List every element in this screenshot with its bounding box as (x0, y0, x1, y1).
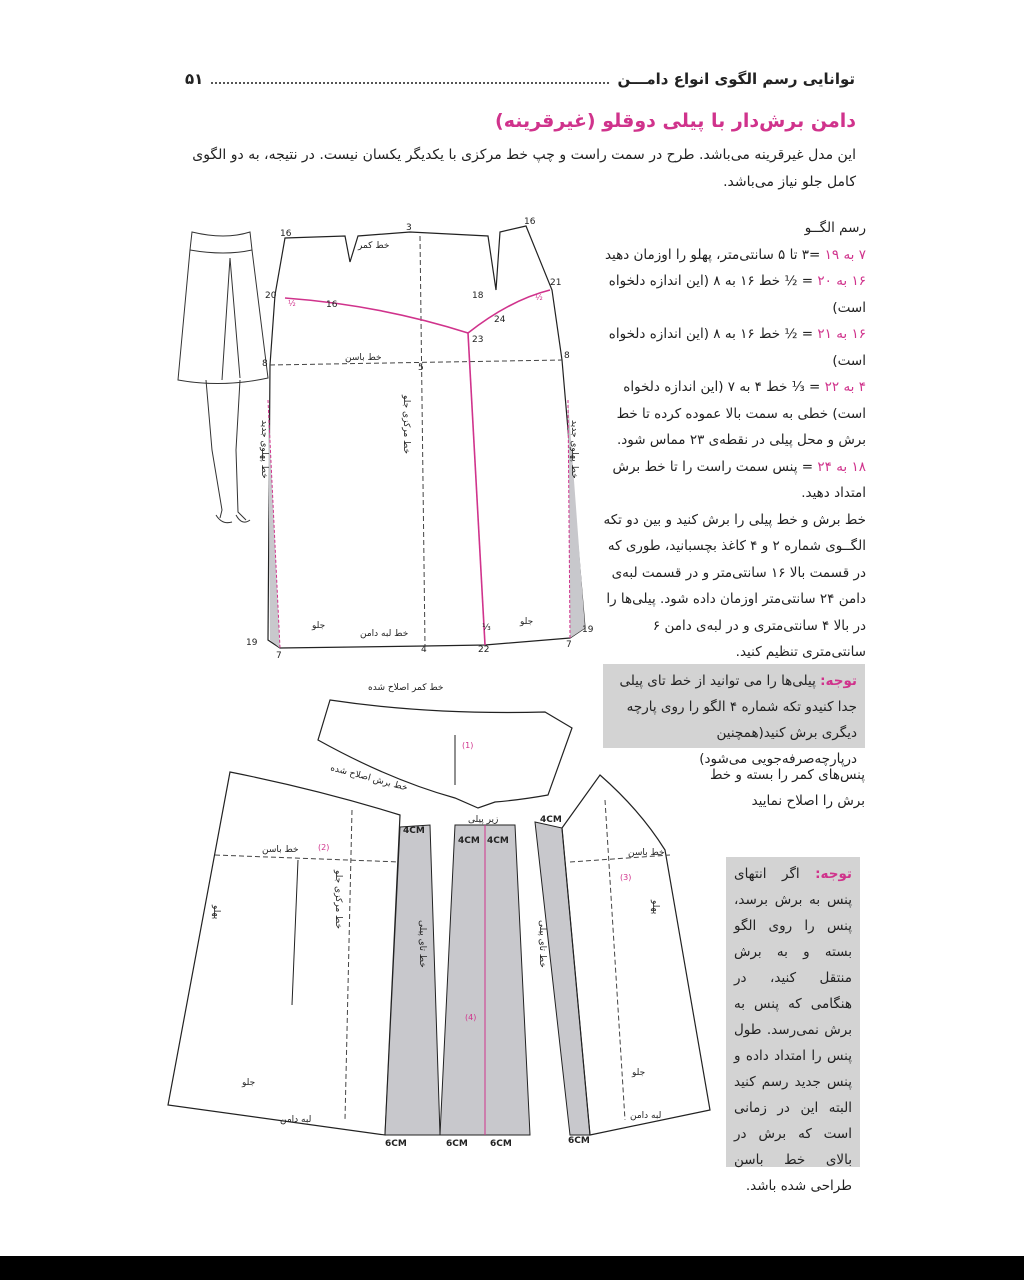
svg-text:خط پهلوی جدید: خط پهلوی جدید (569, 420, 579, 479)
svg-text:5: 5 (418, 363, 424, 373)
svg-text:خط مرکزی جلو: خط مرکزی جلو (333, 870, 343, 930)
svg-text:16: 16 (280, 229, 292, 239)
svg-text:جلو: جلو (632, 1068, 646, 1078)
svg-text:لبه دامن: لبه دامن (280, 1115, 312, 1125)
svg-text:6CM: 6CM (385, 1139, 407, 1149)
svg-text:خط مرکزی جلو: خط مرکزی جلو (401, 395, 411, 455)
step-item: ۱۸ به ۲۴ = پنس سمت راست را تا خط برش امتداد دهید. (612, 458, 866, 501)
front-pattern-draft (246, 217, 594, 661)
intro-paragraph: این مدل غیرقرینه می‌باشد. طرح در سمت راست و چپ خط مرکزی با یکدیگر یکسان نیست. در نتیجه، به دو الگوی کامل جلو نیاز می‌باشد. (192, 147, 856, 190)
svg-text:½: ½ (288, 299, 296, 308)
svg-text:16: 16 (326, 300, 338, 310)
svg-text:16: 16 (524, 217, 536, 227)
svg-text:21: 21 (550, 278, 562, 288)
note-box-darts: توجه: اگر انتهای پنس به برش برسد، پنس را روی الگو بسته و به برش منتقل کنید، در هنگامی که پنس به برش نمی‌رسد. طول پنس را امتداد داده و پنس جدید رسم کنید البته این در زمانی است که برش در بالای خط باسن طراحی شده باشد. (726, 857, 860, 1167)
svg-text:خط کمر اصلاح شده: خط کمر اصلاح شده (368, 683, 444, 693)
svg-text:24: 24 (494, 315, 506, 325)
steps-paragraph: خط برش و خط پیلی را برش کنید و بین دو تکه الگــوی شماره ۲ و ۴ کاغذ بچسبانید، طوری که در قسمت بالا ۱۶ سانتی‌متر و در قسمت لبه‌ی دامن ۲۴ سانتی‌متر اوزمان داده شود. پیلی‌ها را در بالا ۴ سانتی‌متری و در لبه‌ی دامن ۶ سانتی‌متری تنظیم کنید. (603, 511, 866, 660)
svg-text:خط پهلوی جدید: خط پهلوی جدید (259, 420, 269, 479)
steps-heading: رسم الگــو (804, 220, 866, 236)
step-item: ۱۶ به ۲۱ = ½ خط ۱۶ به ۸ (این اندازه دلخواه است) (608, 326, 866, 369)
svg-text:22: 22 (478, 645, 490, 655)
svg-text:4CM: 4CM (403, 826, 425, 836)
svg-text:7: 7 (276, 651, 282, 661)
step-item: ۱۶ به ۲۰ = ½ خط ۱۶ به ۸ (این اندازه دلخواه است) (608, 273, 866, 316)
svg-text:جلو: جلو (312, 621, 326, 631)
close-darts-text: پنس‌های کمر را بسته و خط برش را اصلاح نمایید (709, 767, 865, 809)
cut-pattern-pieces (168, 683, 710, 1149)
svg-text:خط تای پیلی: خط تای پیلی (417, 920, 427, 968)
svg-text:خط باسن: خط باسن (345, 353, 382, 363)
svg-text:4CM: 4CM (487, 836, 509, 846)
svg-text:8: 8 (564, 351, 570, 361)
svg-text:زیر پیلی: زیر پیلی (468, 815, 499, 825)
svg-text:6CM: 6CM (490, 1139, 512, 1149)
svg-text:خط لبه دامن: خط لبه دامن (360, 629, 409, 639)
svg-text:6CM: 6CM (568, 1136, 590, 1146)
svg-text:خط برش اصلاح شده: خط برش اصلاح شده (329, 763, 409, 794)
svg-text:لبه دامن: لبه دامن (630, 1111, 662, 1121)
svg-text:4CM: 4CM (540, 815, 562, 825)
svg-text:پهلو: پهلو (211, 905, 221, 920)
svg-text:⅓: ⅓ (482, 623, 491, 633)
svg-text:4CM: 4CM (458, 836, 480, 846)
svg-text:جلو: جلو (242, 1078, 256, 1088)
bottom-black-bar (0, 1256, 1024, 1280)
svg-text:پهلو: پهلو (650, 900, 660, 915)
svg-text:3: 3 (406, 223, 412, 233)
step-item: ۷ به ۱۹ =۳ تا ۵ سانتی‌متر، پهلو را اوزمان دهید (604, 246, 866, 263)
svg-text:18: 18 (472, 291, 484, 301)
svg-text:خط تای پیلی: خط تای پیلی (537, 920, 547, 968)
svg-text:23: 23 (472, 335, 484, 345)
svg-text:20: 20 (265, 291, 277, 301)
chapter-title: توانایی رسم الگوی انواع دامـــن (617, 70, 855, 88)
page-number: ۵۱ (185, 70, 204, 88)
svg-text:(2): (2) (318, 843, 330, 852)
svg-text:(1): (1) (462, 741, 474, 750)
svg-text:7: 7 (566, 640, 572, 650)
svg-text:19: 19 (246, 638, 258, 648)
svg-text:6CM: 6CM (446, 1139, 468, 1149)
note-box-pleats: توجه: پیلی‌ها را می توانید از خط تای پیلی جدا کنیدو تکه شماره ۴ الگو را روی پارچه دیگری برش کنید(همچنین درپارچه‌صرفه‌جویی می‌شود) (603, 664, 865, 748)
svg-text:(3): (3) (620, 873, 632, 882)
skirt-figure-sketch (178, 232, 268, 523)
svg-text:خط باسن: خط باسن (628, 848, 665, 858)
svg-text:½: ½ (535, 293, 543, 302)
svg-text:4: 4 (421, 645, 427, 655)
svg-text:19: 19 (582, 625, 594, 635)
svg-text:جلو: جلو (520, 617, 534, 627)
section-title: دامن برش‌دار با پیلی دوقلو (غیرقرینه) (495, 110, 856, 132)
svg-text:8: 8 (262, 359, 268, 369)
svg-text:خط باسن: خط باسن (262, 845, 299, 855)
svg-text:(4): (4) (465, 1013, 477, 1022)
step-item: ۴ به ۲۲ = ⅓ خط ۴ به ۷ (این اندازه دلخواه است) خطی به سمت بالا عموده کرده تا خط برش و محل پیلی در نقطه‌ی ۲۳ مماس شود. (616, 379, 866, 448)
svg-text:خط کمر: خط کمر (358, 241, 390, 251)
